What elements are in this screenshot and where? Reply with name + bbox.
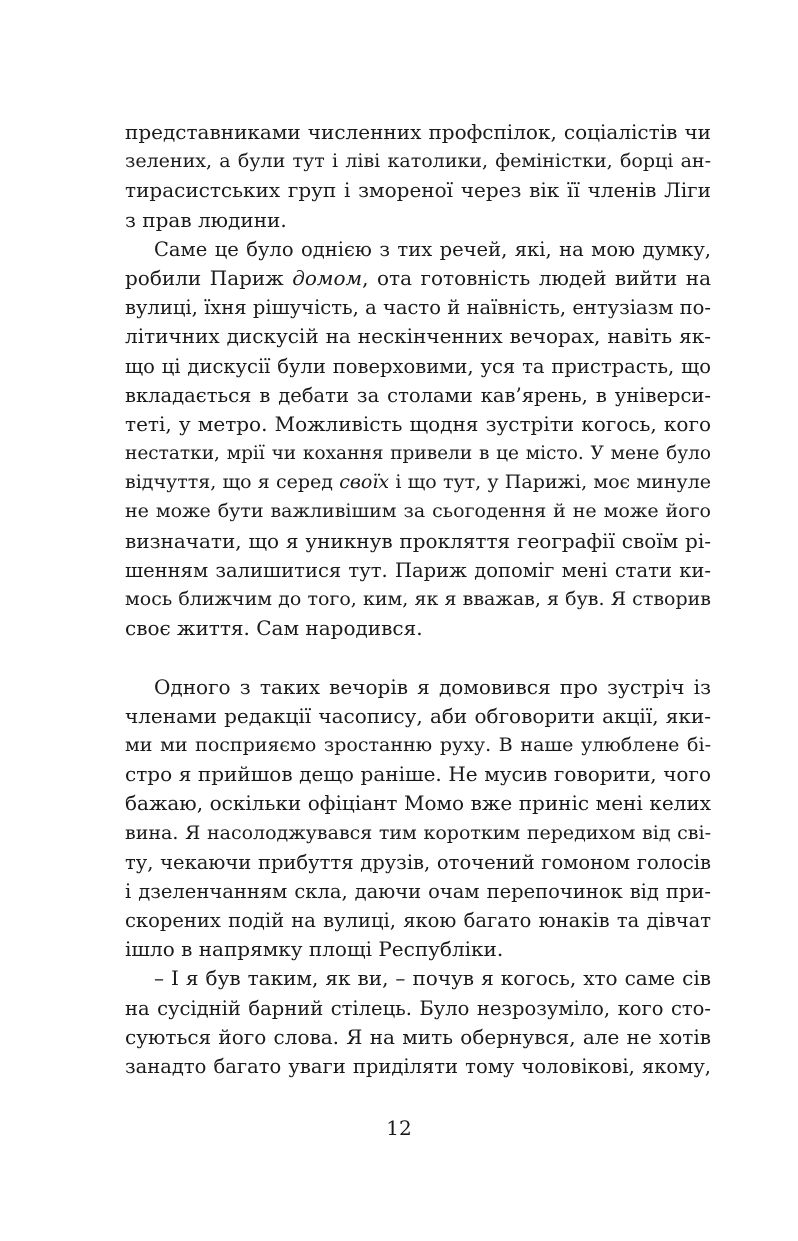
text-line	[125, 760, 711, 789]
text-line	[125, 497, 711, 526]
text-segment: ішло в напрямку площі Республіки.	[125, 937, 504, 962]
text-segment: що ці дискусії були поверховими, уся та пристрасть, що	[125, 354, 711, 378]
text-line	[125, 468, 711, 497]
text-segment: і дзеленчанням скла, даючи очам перепочинок від при-	[125, 879, 711, 903]
text-line	[125, 439, 711, 468]
paragraph-gap	[125, 643, 711, 672]
italic-text: своїх	[339, 471, 390, 494]
text-line	[125, 293, 711, 322]
text-line	[125, 556, 711, 585]
text-line	[125, 410, 711, 439]
text-line	[125, 585, 711, 614]
text-line	[125, 322, 711, 351]
text-segment: стро я прийшов дещо раніше. Не мусив говорити, чого	[125, 762, 711, 787]
text-line	[125, 614, 711, 643]
text-segment: – І я був таким, як ви, – почув я когось, хто саме сів	[154, 966, 711, 991]
text-segment: визначати, що я уникнув прокляття географії своїм рі-	[125, 528, 711, 553]
text-line	[125, 206, 711, 235]
text-segment: теті, у метро. Можливість щодня зустріти когось, кого	[125, 411, 711, 436]
text-segment: своє життя. Сам народився.	[125, 616, 423, 641]
text-segment: тирасистських груп і змореної через вік її членів Ліги	[125, 178, 711, 203]
text-line	[125, 964, 711, 993]
body-text	[125, 118, 711, 1081]
text-line	[125, 731, 711, 760]
text-line	[125, 235, 711, 264]
text-line	[125, 848, 711, 877]
text-line	[125, 702, 711, 731]
text-line	[125, 352, 711, 381]
text-segment: відчуття, що я серед	[125, 471, 340, 494]
page-number: 12	[386, 1116, 412, 1140]
text-line	[125, 1052, 711, 1081]
text-segment: робили Париж	[125, 265, 293, 290]
text-line	[125, 147, 711, 176]
text-segment: шенням залишитися тут. Париж допоміг мені стати ки-	[125, 558, 711, 582]
text-segment: вина. Я насолоджувався тим коротким передихом від сві-	[125, 821, 711, 844]
text-segment: і що тут, у Парижі, моє минуле	[389, 471, 712, 494]
text-segment: ту, чекаючи прибуття друзів, оточений гомоном голосів	[125, 850, 711, 874]
text-line	[125, 935, 711, 964]
text-segment: не може бути важливішим за сьогодення й не може його	[125, 500, 711, 523]
text-segment: занадто багато уваги приділяти тому чоловікові, якому,	[125, 1055, 711, 1078]
text-line	[125, 1023, 711, 1052]
text-segment: зелених, а були тут і ліві католики, феміністки, борці ан-	[125, 150, 711, 173]
text-segment: з прав людини.	[125, 207, 287, 232]
text-line	[125, 176, 711, 205]
text-segment: мось ближчим до того, ким, як я вважав, я був. Я створив	[125, 588, 711, 610]
text-line	[125, 673, 711, 702]
text-line	[125, 994, 711, 1023]
italic-text: домом	[292, 265, 363, 290]
text-line	[125, 381, 711, 410]
text-line	[125, 877, 711, 906]
text-segment: суються його слова. Я на мить обернувся, але не хотів	[125, 1024, 711, 1049]
text-segment: бажаю, оскільки офіціант Момо вже приніс мені келих	[125, 791, 711, 816]
text-line	[125, 789, 711, 818]
text-line	[125, 118, 711, 147]
text-segment: на сусідній барний стілець. Було незрозуміло, кого сто-	[125, 996, 711, 1020]
text-line	[125, 819, 711, 848]
text-segment: нестатки, мрії чи кохання привели в це місто. У мене було	[125, 443, 711, 465]
text-line	[125, 906, 711, 935]
text-line	[125, 264, 711, 293]
text-segment: вулиці, їхня рішучість, а часто й наївність, ентузіазм по-	[125, 296, 711, 320]
text-segment: , ота готовність людей вийти на	[362, 265, 711, 290]
text-segment: вкладається в дебати за столами кав’ярень, в універси-	[125, 383, 711, 407]
text-segment: Саме це було однією з тих речей, які, на мою думку,	[154, 237, 711, 261]
text-segment: Одного з таких вечорів я домовився про зустріч із	[154, 674, 711, 699]
text-segment: скорених подій на вулиці, якою багато юнаків та дівчат	[125, 909, 711, 933]
text-segment: членами редакції часопису, аби обговорити акції, яки-	[125, 703, 711, 728]
text-segment: представниками численних профспілок, соціалістів чи	[125, 120, 711, 144]
text-line	[125, 527, 711, 556]
text-segment: ми ми посприяємо зростанню руху. В наше улюблене бі-	[125, 733, 711, 756]
text-segment: літичних дискусій на нескінченних вечорах, навіть як-	[125, 324, 711, 349]
